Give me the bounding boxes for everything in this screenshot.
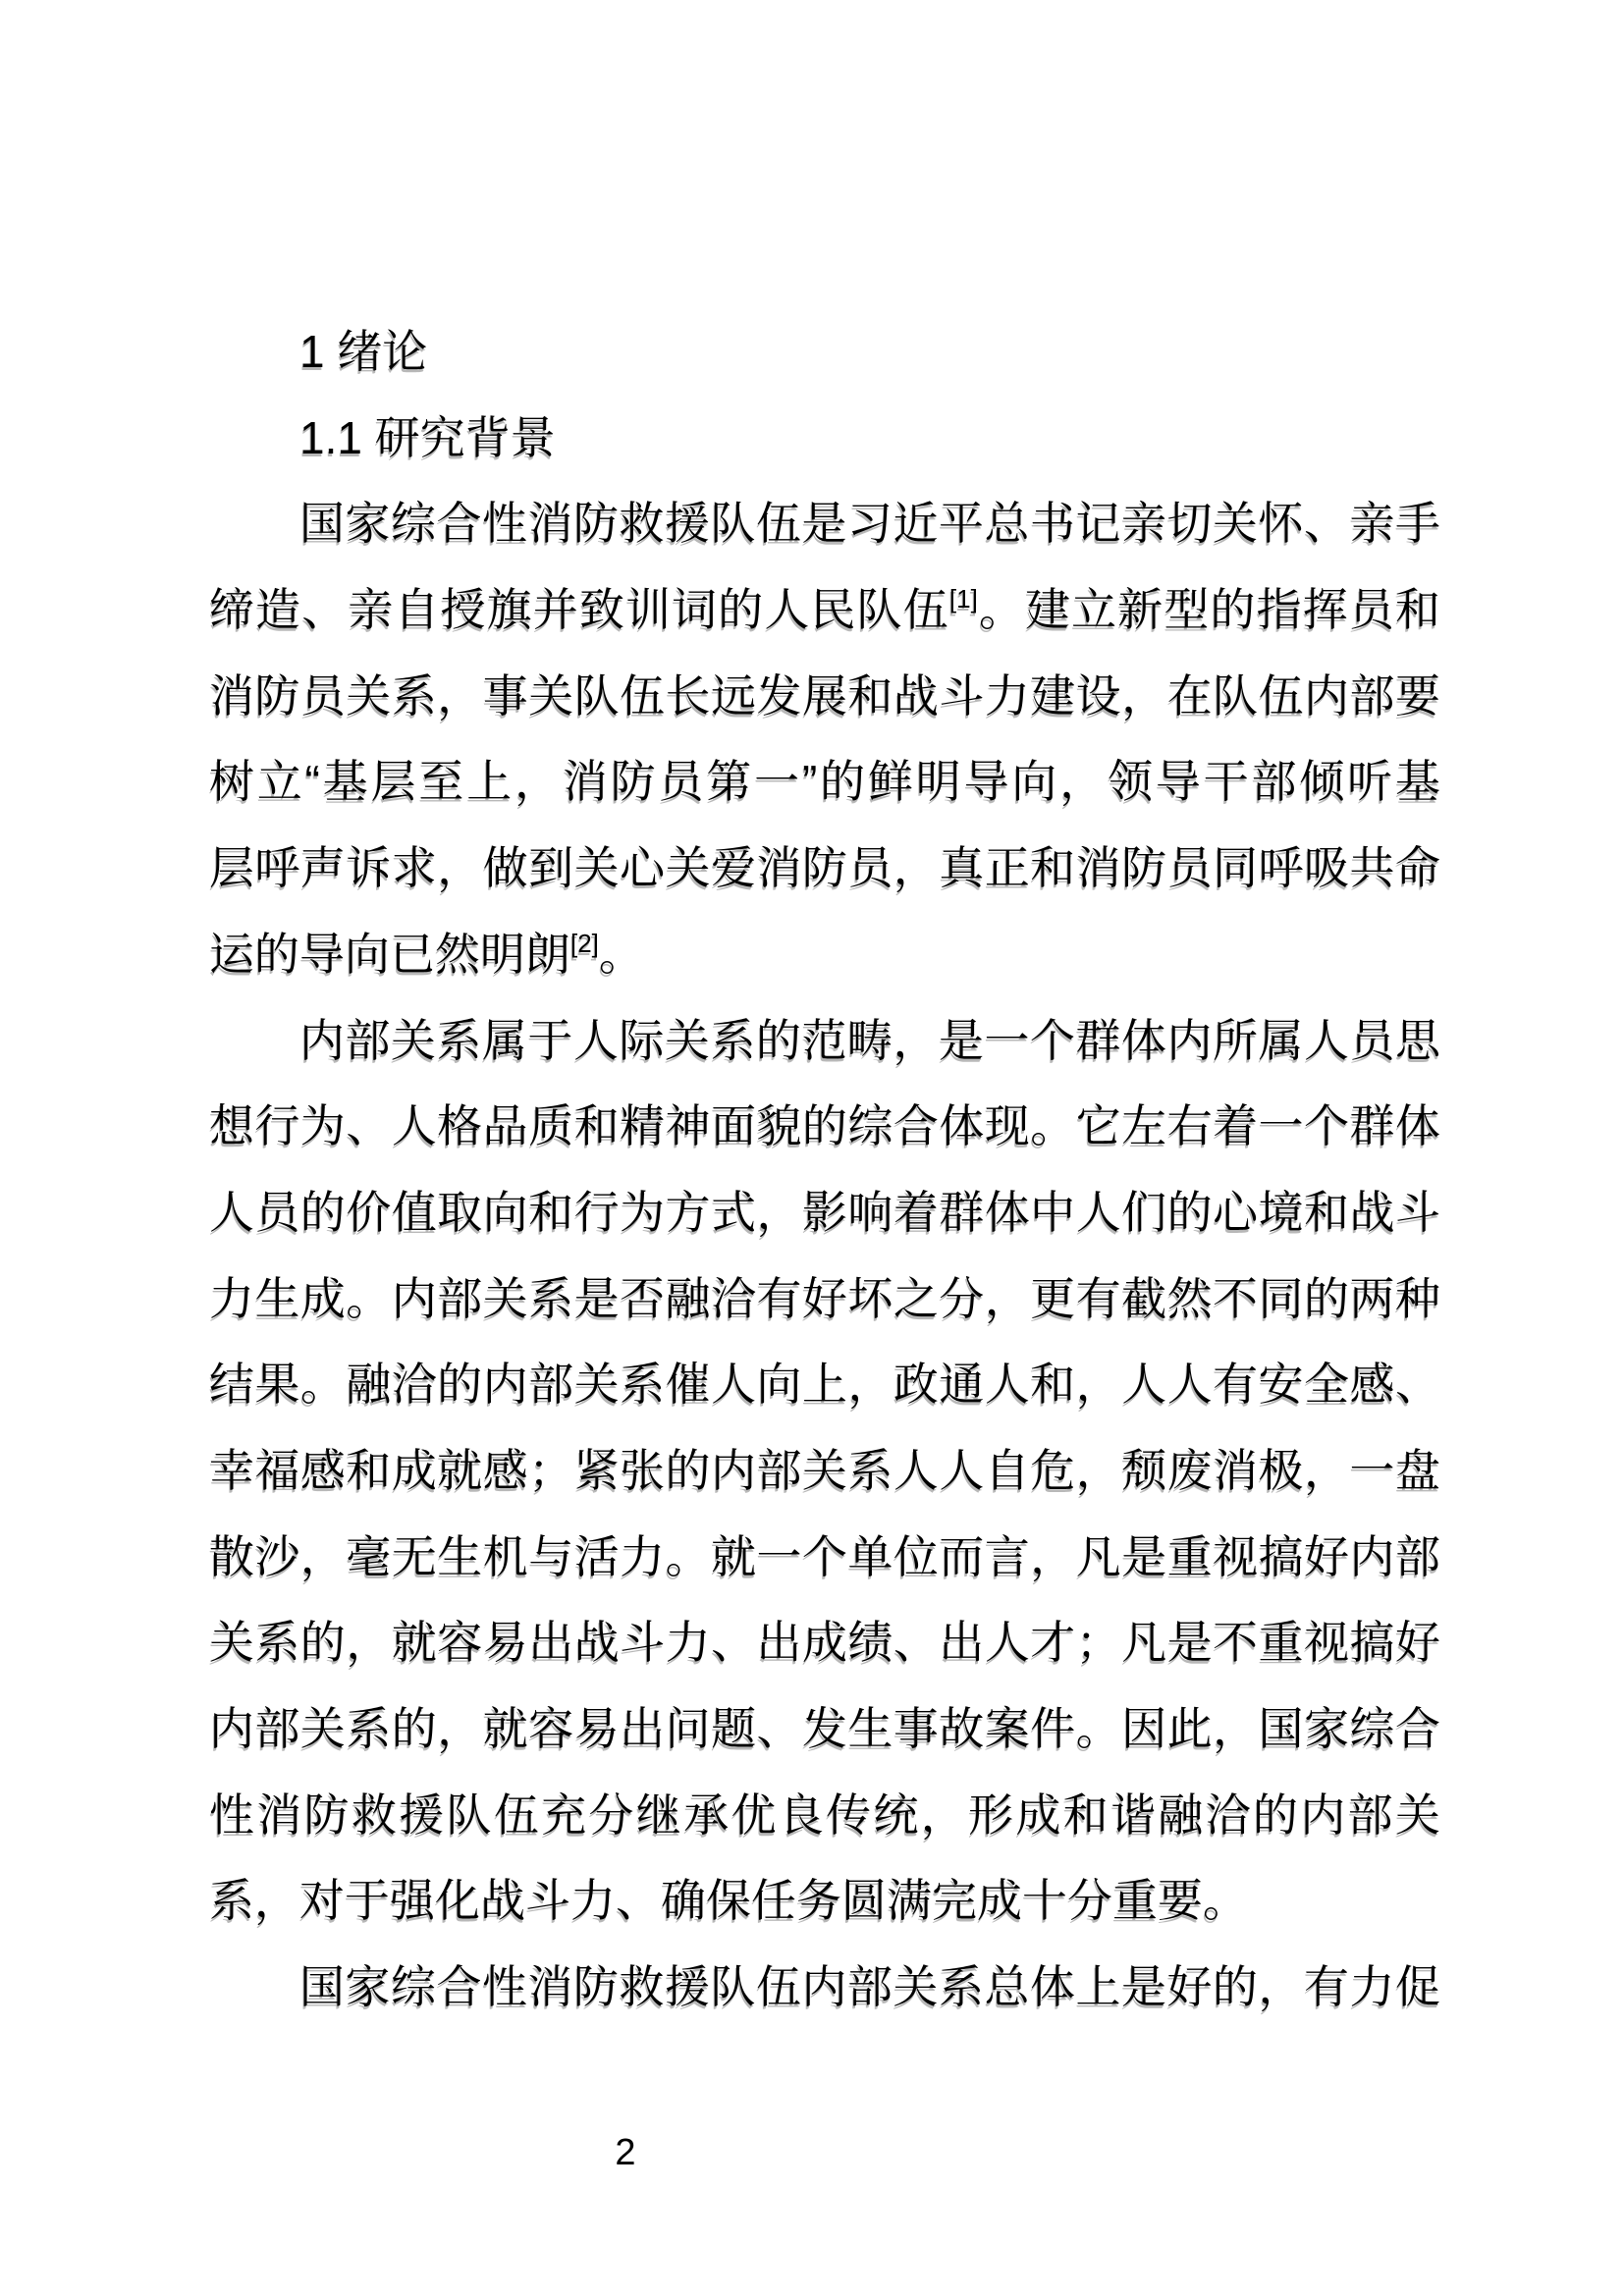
page-number: 2 <box>615 2132 636 2173</box>
paragraph-line: 力生成。内部关系是否融洽有好坏之分，更有截然不同的两种 <box>209 1272 1440 1324</box>
line-text: 。建立新型的指挥员和 <box>977 584 1441 636</box>
citation-marker: [2] <box>570 928 599 958</box>
paragraph-line: 消防员关系，事关队伍长远发展和战斗力建设，在队伍内部要 <box>209 669 1440 721</box>
chapter-heading: 1 绪论 <box>299 326 428 377</box>
line-text: 缔造、亲自授旗并致训词的人民队伍 <box>209 584 949 636</box>
paragraph-line: 想行为、人格品质和精神面貌的综合体现。它左右着一个群体 <box>209 1100 1440 1152</box>
paragraph-line: 关系的，就容易出战斗力、出成绩、出人才；凡是不重视搞好 <box>209 1617 1440 1669</box>
text-block <box>209 309 1440 2031</box>
line-text: 运的导向已然明朗 <box>209 928 570 980</box>
paragraph-line <box>209 567 1440 654</box>
paragraph-line: 国家综合性消防救援队伍内部关系总体上是好的，有力促 <box>299 1961 1440 2013</box>
paragraph-line: 结果。融洽的内部关系催人向上，政通人和，人人有安全感、 <box>209 1359 1440 1411</box>
paragraph-line: 性消防救援队伍充分继承优良传统，形成和谐融洽的内部关 <box>209 1789 1440 1841</box>
paragraph-line <box>209 912 1440 998</box>
paragraph-line: 散沙，毫无生机与活力。就一个单位而言，凡是重视搞好内部 <box>209 1530 1440 1582</box>
paragraph-line: 内部关系属于人际关系的范畴，是一个群体内所属人员思 <box>299 1014 1440 1066</box>
paragraph-line: 内部关系的，就容易出问题、发生事故案件。因此，国家综合 <box>209 1703 1440 1754</box>
paragraph-line: 幸福感和成就感；紧张的内部关系人人自危，颓废消极，一盘 <box>209 1444 1440 1496</box>
paragraph-line: 国家综合性消防救援队伍是习近平总书记亲切关怀、亲手 <box>299 498 1440 550</box>
paragraph-line: 人员的价值取向和行为方式，影响着群体中人们的心境和战斗 <box>209 1186 1440 1238</box>
paragraph-line: 层呼声诉求，做到关心关爱消防员，真正和消防员同呼吸共命 <box>209 842 1440 894</box>
line-text: 。 <box>598 928 644 980</box>
paragraph-line: 树立“基层至上，消防员第一”的鲜明导向，领导干部倾听基 <box>209 756 1440 808</box>
citation-marker: [1] <box>948 584 978 614</box>
section-heading: 1.1 研究背景 <box>299 411 556 463</box>
paragraph-line: 系，对于强化战斗力、确保任务圆满完成十分重要。 <box>209 1875 1248 1927</box>
